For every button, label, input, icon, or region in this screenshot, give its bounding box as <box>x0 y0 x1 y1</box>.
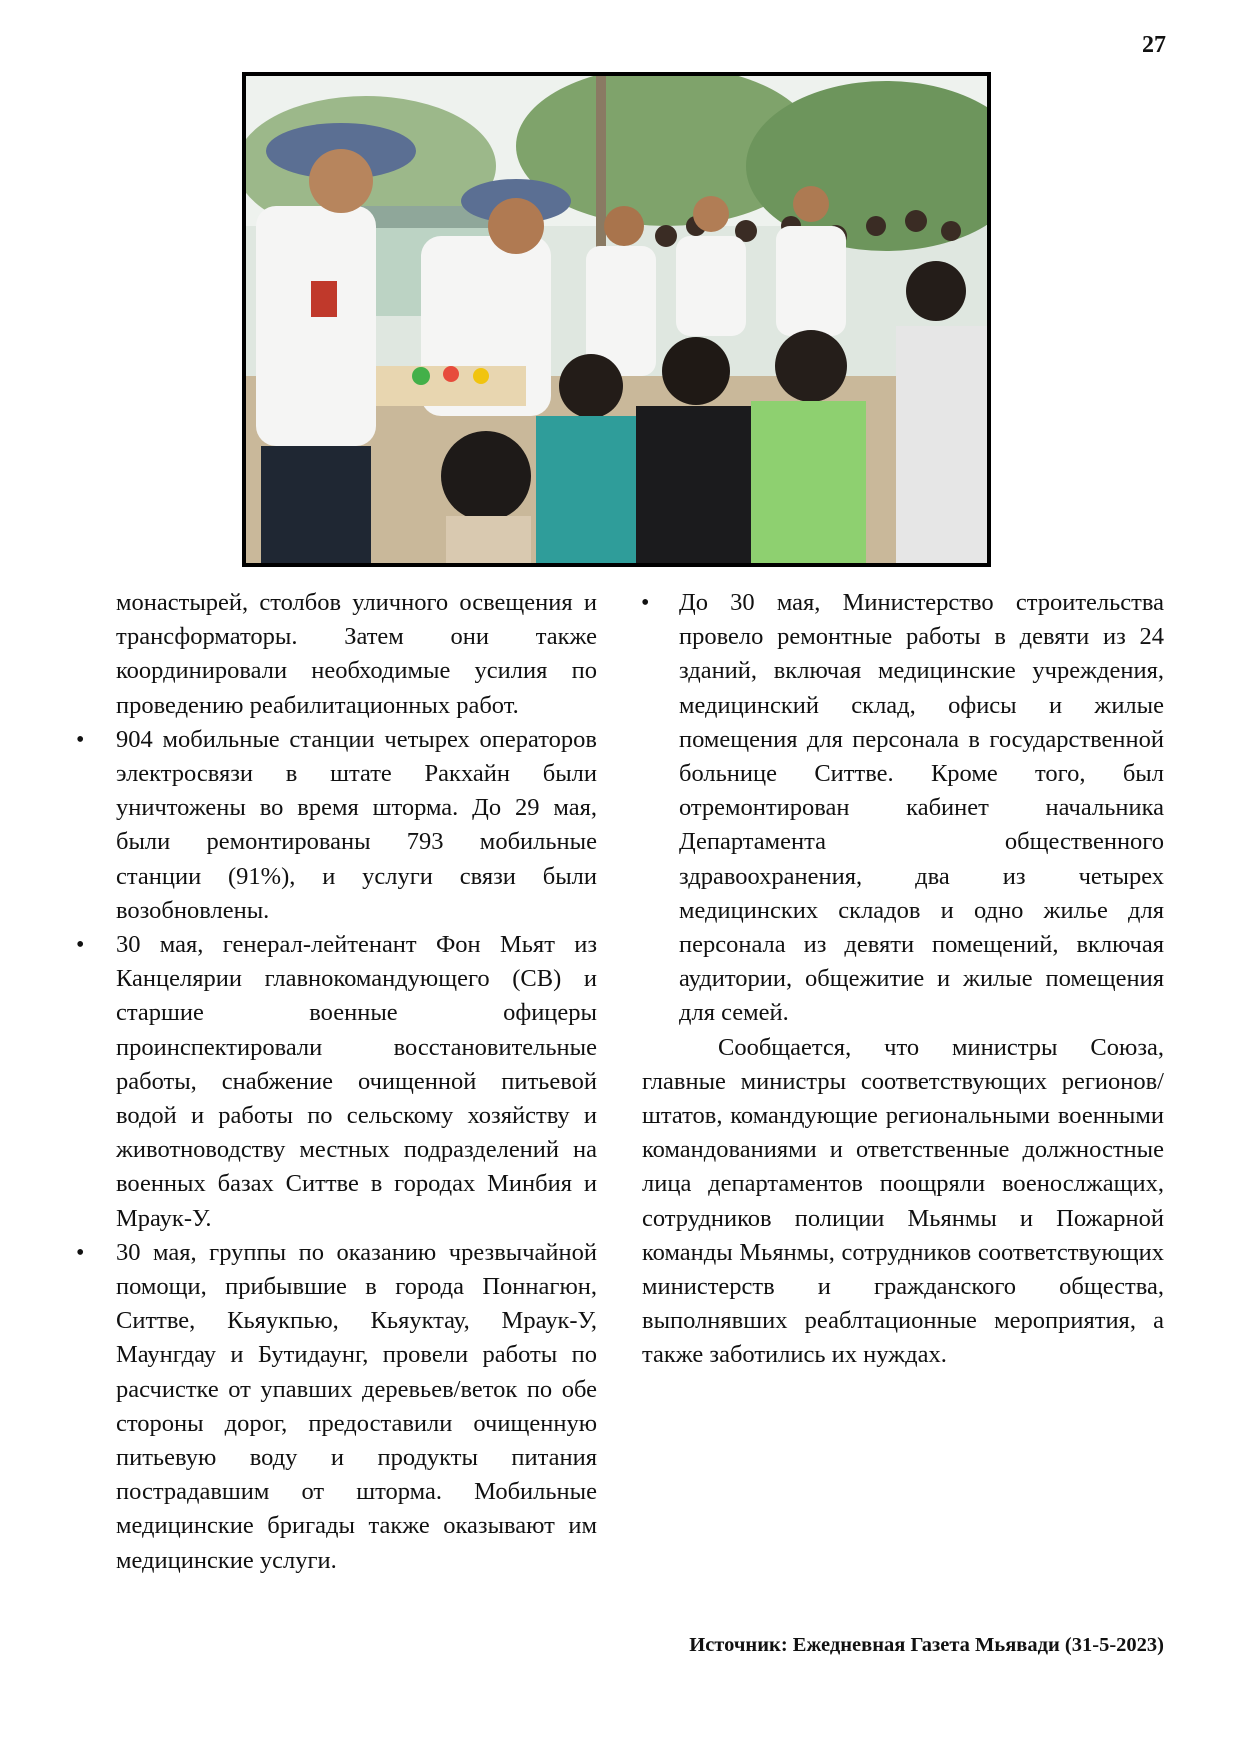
closing-paragraph: Сообщается, что министры Союза, главные министры соответствующих регионов/штатов, командующие региональными военными командованиями и ответственные должностные лица департаментов поощряли военослжащих, сотрудников полиции Мьянмы и Пожарной команды Мьянмы, сотрудников соответствующих министерств и гражданского общества, выполнявших реаблтационные мероприятия, а также заботились их нуждах. <box>642 1033 1164 1369</box>
list-item: • 30 мая, генерал-лейтенант Фон Мьят из Канцелярии главнокомандующего (СВ) и старшие военные офицеры проинспектировали восстановительные работы, снабжение очищенной питьевой водой и работы по сельскому хозяйству и животноводству местных подразделений на военных базах Ситтве в городах Минбия и Мраук-У. <box>116 928 597 1236</box>
source-citation: Источник: Ежедневная Газета Мьявади (31-5-2023) <box>689 1634 1164 1656</box>
left-column <box>116 586 597 1578</box>
list-item: • 904 мобильные станции четырех операторов электросвязи в штате Ракхайн были уничтожены во время шторма. До 29 мая, были ремонтированы 793 мобильные станции (91%), и услуги связи были возобновлены. <box>116 723 597 928</box>
page-number: 27 <box>1142 32 1166 58</box>
continuation-paragraph: монастырей, столбов уличного освещения и трансформаторы. Затем они также координировали необходимые усилия по проведению реабилитационных работ. <box>116 589 597 719</box>
photo-illustration-icon <box>246 76 987 563</box>
article-photo <box>242 72 991 567</box>
list-item: • До 30 мая, Министерство строительства провело ремонтные работы в девяти из 24 зданий, включая медицинские учреждения, медицинский склад, офисы и жилые помещения для персонала в государственной больнице Ситтве. Кроме того, был отремонтирован кабинет начальника Департамента общественного здравоохранения, два из четырех медицинских складов и одно жилье для персонала из девяти помещений, включая аудитории, общежитие и жилые помещения для семей. <box>642 586 1164 1031</box>
right-column <box>642 586 1164 1373</box>
list-item: • 30 мая, группы по оказанию чрезвычайной помощи, прибывшие в города Поннагюн, Ситтве, Кьяукпью, Кьяуктау, Мраук-У, Маунгдау и Бутидаунг, провели работы по расчистке от упавших деревьев/веток по обе стороны дорог, предоставили очищенную питьевую воду и продукты питания пострадавшим от шторма. Мобильные медицинские бригады также оказывают им медицинские услуги. <box>116 1236 597 1578</box>
